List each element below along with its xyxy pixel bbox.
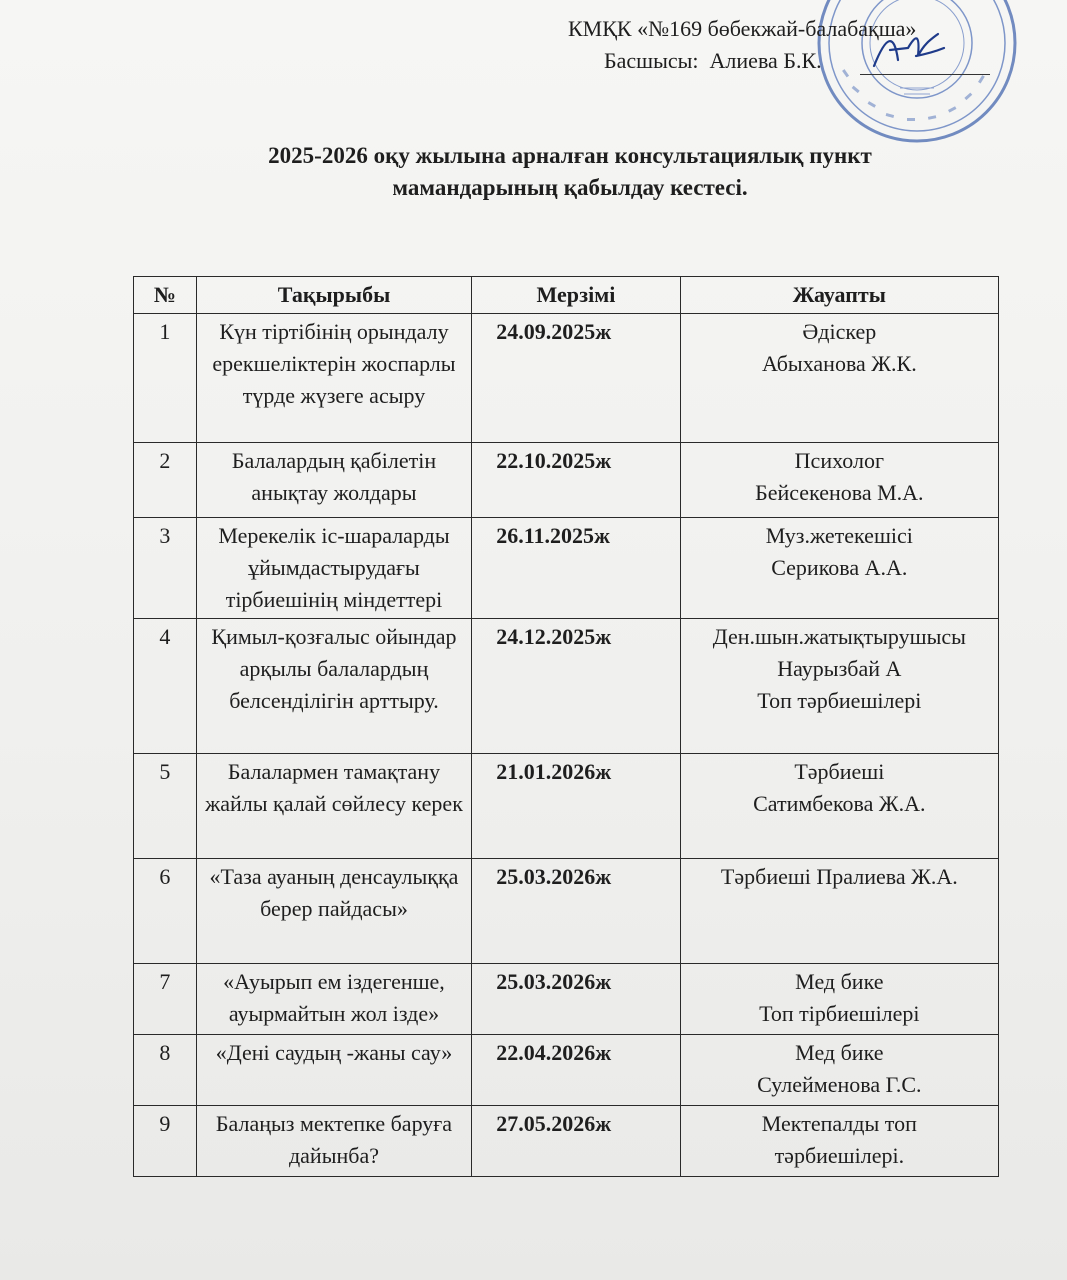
responsible-line: Тәрбиеші Пралиева Ж.А. bbox=[720, 864, 958, 889]
row-date: 24.09.2025ж bbox=[472, 314, 680, 443]
responsible-line: Серикова А.А. bbox=[771, 555, 908, 580]
table-row bbox=[134, 619, 999, 754]
row-date: 26.11.2025ж bbox=[472, 518, 680, 619]
responsible-line: Мектепалды топ bbox=[761, 1111, 917, 1136]
table-row bbox=[134, 314, 999, 443]
row-number: 8 bbox=[134, 1035, 197, 1106]
table-header-row bbox=[134, 277, 999, 314]
title-line-1: 2025-2026 оқу жылына арналған консультациялық пункт bbox=[268, 143, 872, 168]
responsible-line: Муз.жетекешісі bbox=[765, 523, 913, 548]
row-date: 25.03.2026ж bbox=[472, 859, 680, 964]
row-date: 24.12.2025ж bbox=[472, 619, 680, 754]
row-topic: Күн тіртібінің орындалу ерекшеліктерін жоспарлы түрде жүзеге асыру bbox=[196, 314, 471, 443]
row-number: 6 bbox=[134, 859, 197, 964]
head-line bbox=[604, 46, 822, 76]
row-responsible bbox=[680, 964, 998, 1035]
table-row bbox=[134, 518, 999, 619]
row-date: 21.01.2026ж bbox=[472, 754, 680, 859]
responsible-line: Топ тәрбиешілері bbox=[757, 688, 922, 713]
responsible-line: Абыханова Ж.К. bbox=[761, 351, 917, 376]
row-topic: Балаңыз мектепке баруға дайынба? bbox=[196, 1106, 471, 1177]
row-responsible bbox=[680, 754, 998, 859]
row-responsible bbox=[680, 314, 998, 443]
row-number: 4 bbox=[134, 619, 197, 754]
document-title bbox=[150, 140, 990, 204]
responsible-line: Психолог bbox=[794, 448, 884, 473]
row-topic: «Дені саудың -жаны сау» bbox=[196, 1035, 471, 1106]
table-row bbox=[134, 1106, 999, 1177]
row-responsible bbox=[680, 518, 998, 619]
row-topic: Мерекелік іс-шараларды ұйымдастырудағы тірбиешінің міндеттері bbox=[196, 518, 471, 619]
schedule-table bbox=[133, 276, 999, 1177]
responsible-line: Сатимбекова Ж.А. bbox=[753, 791, 926, 816]
responsible-line: Наурызбай А bbox=[777, 656, 902, 681]
responsible-line: Бейсекенова М.А. bbox=[755, 480, 924, 505]
row-number: 7 bbox=[134, 964, 197, 1035]
row-number: 9 bbox=[134, 1106, 197, 1177]
row-topic: «Ауырып ем іздегенше, ауырмайтын жол ізде» bbox=[196, 964, 471, 1035]
title-line-2: мамандарының қабылдау кестесі. bbox=[392, 175, 748, 200]
responsible-line: Тәрбиеші bbox=[794, 759, 885, 784]
row-date: 22.10.2025ж bbox=[472, 443, 680, 518]
handwritten-signature bbox=[868, 26, 948, 76]
responsible-line: Топ тірбиешілері bbox=[759, 1001, 920, 1026]
row-number: 3 bbox=[134, 518, 197, 619]
column-header-responsible: Жауапты bbox=[680, 277, 998, 314]
responsible-line: тәрбиешілері. bbox=[774, 1143, 905, 1168]
row-number: 2 bbox=[134, 443, 197, 518]
organization-name: КМҚК «№169 бөбекжай-балабақша» bbox=[568, 16, 917, 41]
responsible-line: Ден.шын.жатықтырушысы bbox=[712, 624, 966, 649]
responsible-line: Сулейменова Г.С. bbox=[757, 1072, 922, 1097]
row-responsible bbox=[680, 619, 998, 754]
row-topic: Балалармен тамақтану жайлы қалай сөйлесу керек bbox=[196, 754, 471, 859]
head-name: Алиева Б.К. bbox=[709, 48, 822, 73]
row-number: 5 bbox=[134, 754, 197, 859]
row-topic: Балалардың қабілетін анықтау жолдары bbox=[196, 443, 471, 518]
column-header-number: № bbox=[134, 277, 197, 314]
responsible-line: Мед бике bbox=[795, 1040, 884, 1065]
row-responsible bbox=[680, 1035, 998, 1106]
responsible-line: Әдіскер bbox=[802, 319, 877, 344]
row-date: 25.03.2026ж bbox=[472, 964, 680, 1035]
responsible-line: Мед бике bbox=[795, 969, 884, 994]
table-row bbox=[134, 754, 999, 859]
row-topic: Қимыл-қозғалыс ойындар арқылы балалардың белсенділігін арттыру. bbox=[196, 619, 471, 754]
table-row bbox=[134, 964, 999, 1035]
row-responsible bbox=[680, 859, 998, 964]
head-label: Басшысы: bbox=[604, 48, 699, 73]
row-responsible bbox=[680, 1106, 998, 1177]
column-header-topic: Тақырыбы bbox=[196, 277, 471, 314]
row-number: 1 bbox=[134, 314, 197, 443]
row-date: 22.04.2026ж bbox=[472, 1035, 680, 1106]
column-header-date: Мерзімі bbox=[472, 277, 680, 314]
row-topic: «Таза ауаның денсаулыққа берер пайдасы» bbox=[196, 859, 471, 964]
row-date: 27.05.2026ж bbox=[472, 1106, 680, 1177]
table-row bbox=[134, 443, 999, 518]
row-responsible bbox=[680, 443, 998, 518]
table-row bbox=[134, 1035, 999, 1106]
table-row bbox=[134, 859, 999, 964]
